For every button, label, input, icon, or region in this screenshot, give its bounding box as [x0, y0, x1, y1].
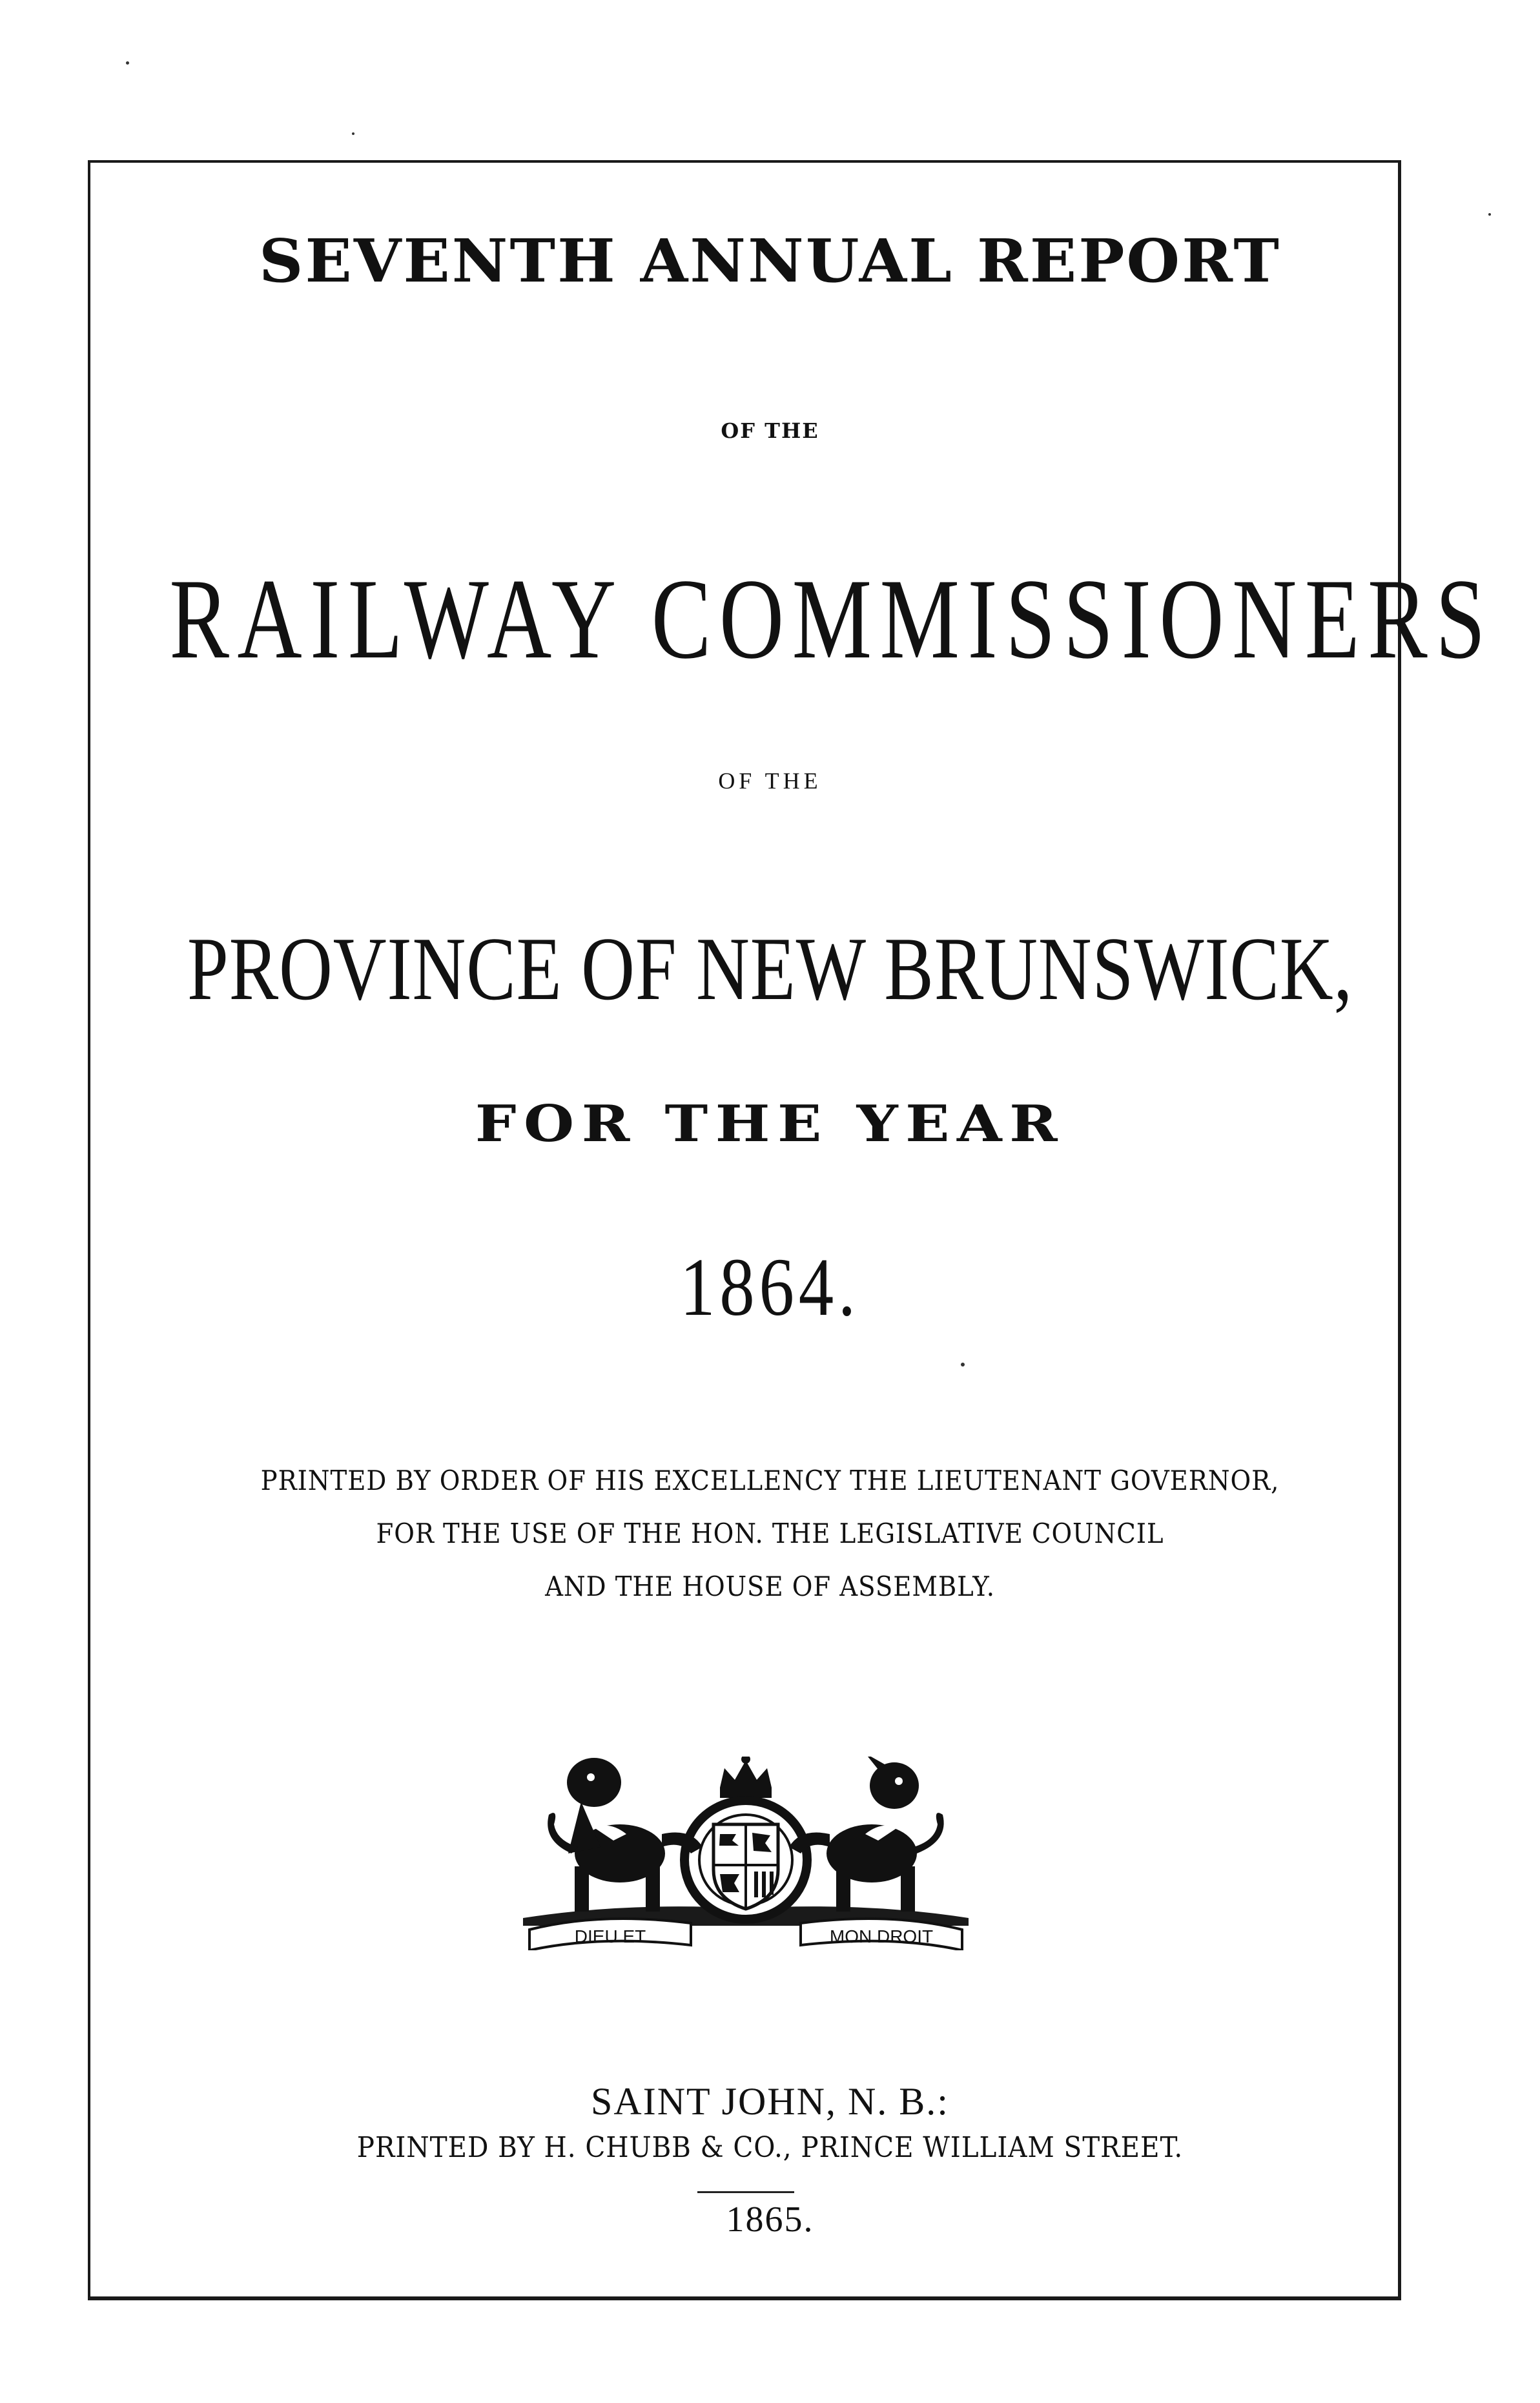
imprint-year: 1865.	[726, 2200, 814, 2240]
page-border	[88, 160, 1494, 2300]
print-speck	[961, 1363, 965, 1367]
imprint-city: SAINT JOHN, N. B.:	[591, 2080, 949, 2123]
coat-of-arms-icon	[497, 1757, 994, 1950]
of-the-connector-1: OF THE	[721, 418, 819, 443]
province-name: PROVINCE OF NEW BRUNSWICK,	[187, 919, 1353, 1019]
printed-order-line-2: FOR THE USE OF THE HON. THE LEGISLATIVE COUNCIL	[376, 1518, 1164, 1549]
print-speck	[1488, 213, 1491, 216]
for-the-year-label: FOR THE YEAR	[475, 1095, 1065, 1153]
imprint-printer: PRINTED BY H. CHUBB & CO., PRINCE WILLIAM STREET.	[356, 2131, 1184, 2164]
motto-left: DIEU ET	[574, 1926, 646, 1946]
report-year: 1864.	[680, 1241, 860, 1333]
body-name: RAILWAY COMMISSIONERS	[169, 555, 1494, 683]
royal-coat-of-arms	[497, 1757, 994, 1950]
printed-order-line-3: AND THE HOUSE OF ASSEMBLY.	[545, 1571, 995, 1602]
print-speck	[352, 132, 354, 135]
printed-order-line-1: PRINTED BY ORDER OF HIS EXCELLENCY THE LIEUTENANT GOVERNOR,	[260, 1465, 1280, 1496]
of-the-connector-2: OF THE	[718, 768, 822, 794]
motto-right: MON DROIT	[829, 1926, 934, 1946]
report-heading: SEVENTH ANNUAL REPORT	[259, 226, 1281, 296]
imprint-rule	[697, 2191, 794, 2193]
print-speck	[126, 61, 129, 65]
